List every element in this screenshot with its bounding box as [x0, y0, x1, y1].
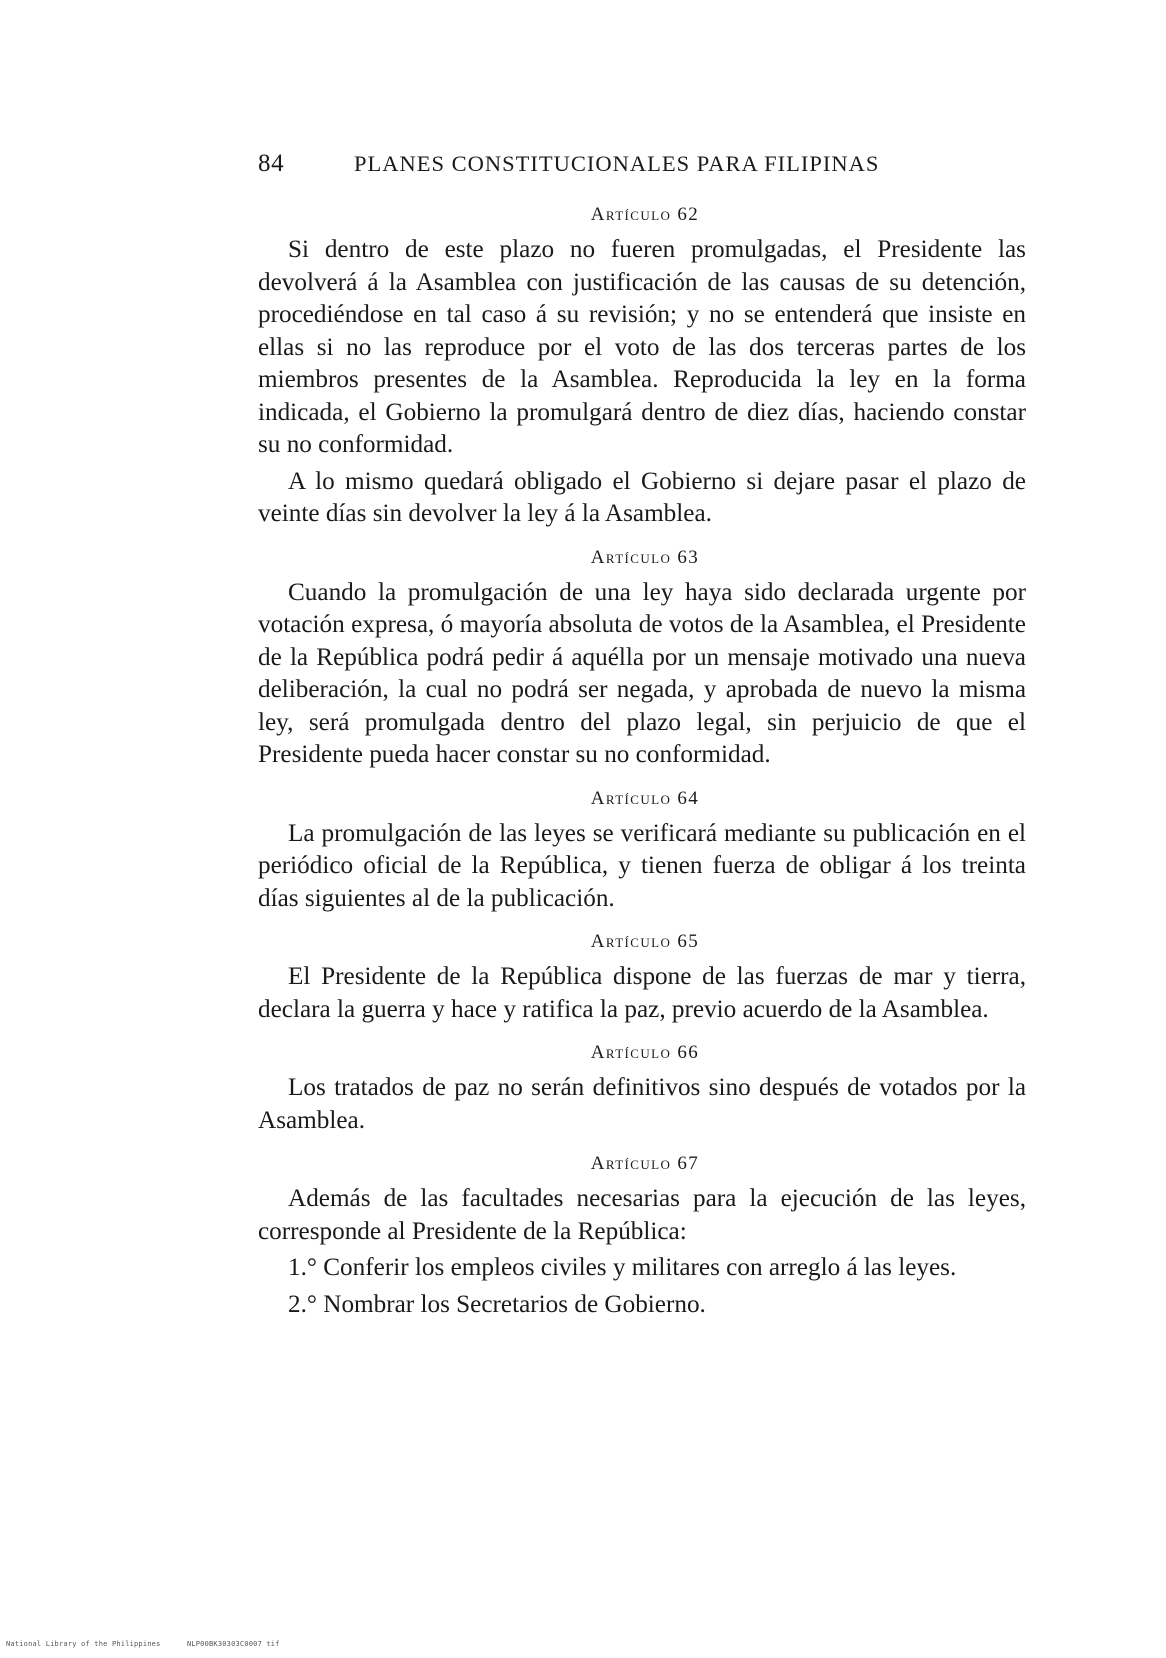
article-62-paragraph-1: Si dentro de este plazo no fueren promulgadas, el Presidente las devolverá á la Asamblea con justificación de las causas de su detención, procediéndose en tal caso á su revisión; y no se entenderá que insiste en ellas si no las reproduce por el voto de las dos terceras partes de los miembros presentes de la Asamblea. Reproducida la ley en la forma indicada, el Gobierno la promulgará dentro de diez días, haciendo constar su no conformidad. [258, 236, 1026, 458]
article-heading-66: Artículo 66 [590, 1042, 700, 1063]
article-heading-65: Artículo 65 [590, 931, 700, 952]
scan-footer [6, 1640, 302, 1648]
footer-identifier: NLP00BK30303C0007 tif [186, 1640, 280, 1648]
document-page [258, 150, 1026, 1325]
page-number: 84 [258, 150, 285, 177]
article-66-paragraph-1: Los tratados de paz no serán definitivos sino después de votados por la Asamblea. [258, 1074, 1026, 1134]
article-67-list-item-2: 2.° Nombrar los Secretarios de Gobierno. [288, 1290, 706, 1318]
footer-library: National Library of the Philippines [6, 1640, 161, 1648]
article-heading-62: Artículo 62 [590, 204, 700, 225]
article-heading-64: Artículo 64 [590, 787, 700, 809]
article-heading-63: Artículo 63 [590, 546, 700, 568]
article-65-paragraph-1: El Presidente de la República dispone de las fuerzas de mar y tierra, declara la guerra y hace y ratifica la paz, previo acuerdo de la Asamblea. [258, 963, 1026, 1023]
article-62-paragraph-2: A lo mismo quedará obligado el Gobierno si dejare pasar el plazo de veinte días sin devolver la ley á la Asamblea. [258, 467, 1026, 527]
running-head [258, 150, 1026, 178]
article-67-list-item-1: 1.° Conferir los empleos civiles y militares con arreglo á las leyes. [288, 1254, 957, 1281]
article-63-paragraph-1: Cuando la promulgación de una ley haya sido declarada urgente por votación expresa, ó mayoría absoluta de votos de la Asamblea, el Presidente de la República podrá pedir á aquélla por un mensaje motivado una nueva deliberación, la cual no podrá ser negada, y aprobada de nuevo la misma ley, será promulgada dentro del plazo legal, sin perjuicio de que el Presidente pueda hacer constar su no conformidad. [258, 578, 1026, 768]
article-heading-67: Artículo 67 [590, 1153, 700, 1174]
running-title: PLANES CONSTITUCIONALES PARA FILIPINAS [354, 151, 880, 176]
article-64-paragraph-1: La promulgación de las leyes se verificará mediante su publicación en el periódico oficial de la República, y tienen fuerza de obligar á los treinta días siguientes al de la publicación. [258, 819, 1026, 912]
article-67-paragraph-1: Además de las facultades necesarias para la ejecución de las leyes, corresponde al Presidente de la República: [258, 1185, 1026, 1245]
